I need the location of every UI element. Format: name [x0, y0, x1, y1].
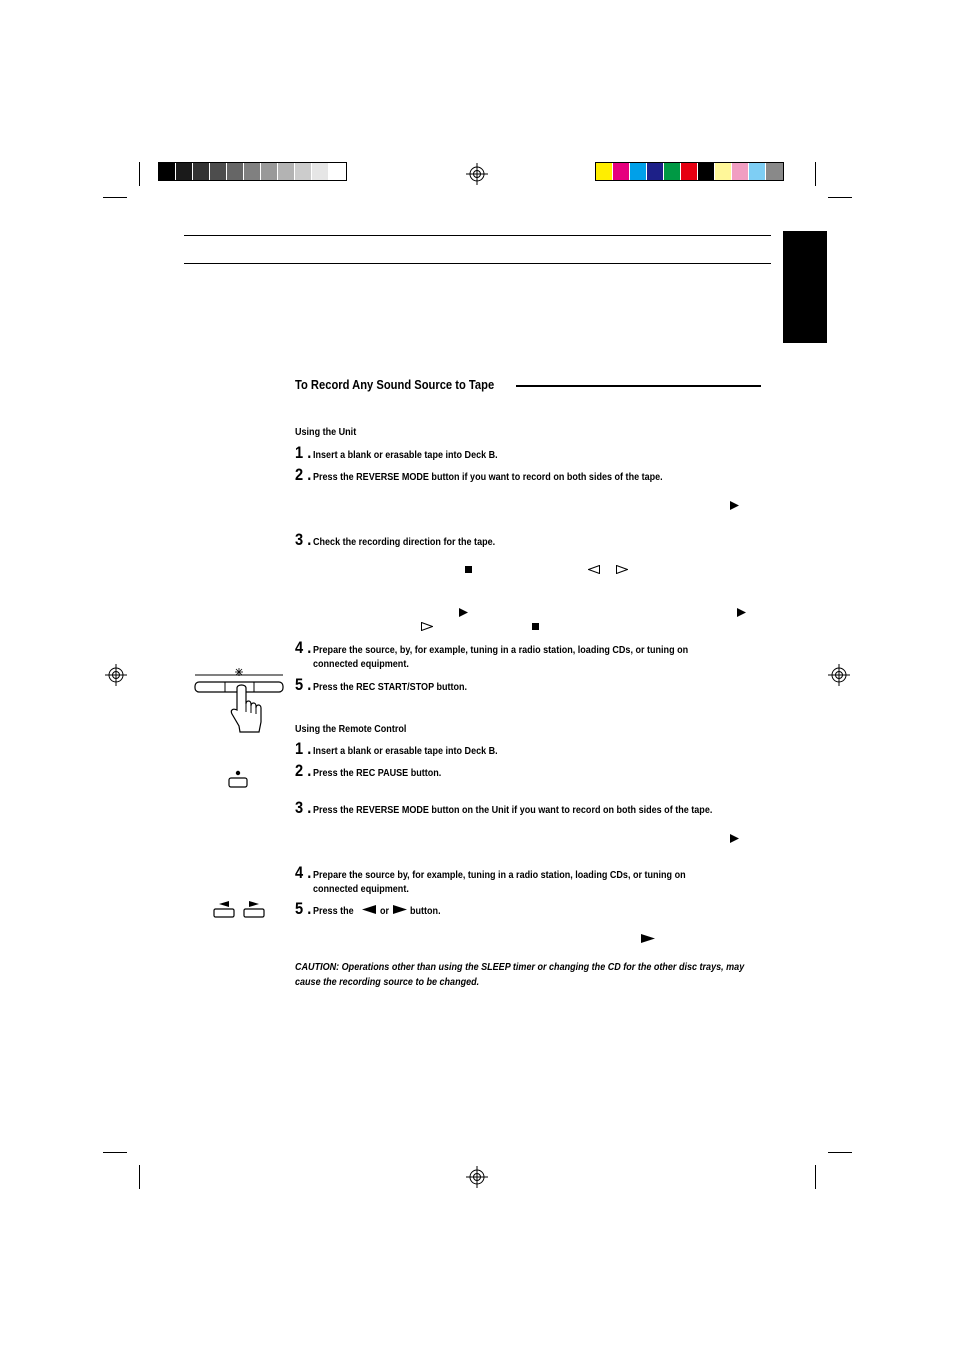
- language-tab: [783, 231, 827, 343]
- grayscale-calibration-strip: [158, 162, 347, 181]
- caution-note: CAUTION: Operations other than using the SLEEP timer or changing the CD for the other disc trays, may cause the recording source to be changed.: [295, 961, 745, 988]
- step-number: 5 .: [295, 899, 312, 918]
- color-swatch: [630, 163, 647, 180]
- crop-mark: [815, 162, 816, 186]
- registration-mark-icon: [105, 664, 127, 686]
- color-swatch: [681, 163, 698, 180]
- step-text: Check the recording direction for the tape.: [313, 536, 496, 548]
- registration-mark-icon: [466, 1166, 488, 1188]
- color-swatch: [227, 163, 244, 180]
- crop-mark: [815, 1165, 816, 1189]
- color-swatch: [193, 163, 210, 180]
- color-swatch: [210, 163, 227, 180]
- play-forward-icon: [393, 905, 407, 914]
- step-number: 1 .: [295, 443, 312, 462]
- step-number: 4 .: [295, 863, 312, 882]
- step-text: Press the REC PAUSE button.: [313, 767, 442, 779]
- crop-mark: [139, 162, 140, 186]
- color-swatch: [664, 163, 681, 180]
- step-text: Insert a blank or erasable tape into Deck B.: [313, 449, 498, 461]
- step-text-part: or: [380, 905, 390, 917]
- color-swatch: [647, 163, 664, 180]
- stop-square-icon: [532, 623, 539, 630]
- play-forward-icon: [730, 834, 739, 843]
- color-swatch: [312, 163, 329, 180]
- color-swatch: [749, 163, 766, 180]
- step-text: Prepare the source, by, for example, tuning in a radio station, loading CDs, or tuning on: [313, 644, 689, 656]
- rec-pause-button-icon: [228, 770, 248, 788]
- remote-section-title: Using the Remote Control: [295, 723, 407, 735]
- step-number: 5 .: [295, 675, 312, 694]
- play-reverse-icon: [362, 905, 376, 914]
- step-number: 2 .: [295, 465, 312, 484]
- step-number: 3 .: [295, 798, 312, 817]
- color-calibration-strip: [595, 162, 784, 181]
- forward-direction-outline-icon: [421, 622, 433, 631]
- step-number: 4 .: [295, 638, 312, 657]
- color-swatch: [295, 163, 312, 180]
- reverse-direction-outline-icon: [588, 565, 600, 574]
- registration-mark-icon: [828, 664, 850, 686]
- color-swatch: [732, 163, 749, 180]
- play-forward-icon: [737, 608, 746, 617]
- header-rule-bottom: [184, 263, 771, 264]
- color-swatch: [613, 163, 630, 180]
- color-swatch: [244, 163, 261, 180]
- rec-start-stop-button-illustration: [193, 666, 285, 734]
- step-text-part: button.: [410, 905, 441, 917]
- color-swatch: [329, 163, 346, 180]
- color-swatch: [278, 163, 295, 180]
- step-text-continued: connected equipment.: [313, 883, 409, 895]
- step-number: 2 .: [295, 761, 312, 780]
- color-swatch: [176, 163, 193, 180]
- step-text: Press the REVERSE MODE button if you want to record on both sides of the tape.: [313, 471, 663, 483]
- step-text-continued: connected equipment.: [313, 658, 409, 670]
- section-heading: To Record Any Sound Source to Tape: [295, 377, 495, 392]
- crop-mark: [139, 1165, 140, 1189]
- header-rule-top: [184, 235, 771, 236]
- heading-rule: [516, 385, 761, 387]
- step-text-part: Press the: [313, 905, 354, 917]
- color-swatch: [698, 163, 715, 180]
- forward-play-button-icon: [243, 900, 265, 918]
- step-text: Press the REVERSE MODE button on the Unit if you want to record on both sides of the tape.: [313, 804, 713, 816]
- color-swatch: [715, 163, 732, 180]
- stop-square-icon: [465, 566, 472, 573]
- crop-mark: [828, 197, 852, 198]
- step-text: Prepare the source by, for example, tuning in a radio station, loading CDs, or tuning on: [313, 869, 686, 881]
- crop-mark: [103, 197, 127, 198]
- forward-direction-outline-icon: [616, 565, 628, 574]
- registration-mark-icon: [466, 163, 488, 185]
- color-swatch: [766, 163, 783, 180]
- color-swatch: [596, 163, 613, 180]
- color-swatch: [159, 163, 176, 180]
- reverse-play-button-icon: [213, 900, 235, 918]
- color-swatch: [261, 163, 278, 180]
- step-text: Insert a blank or erasable tape into Deck B.: [313, 745, 498, 757]
- play-forward-icon: [730, 501, 739, 510]
- step-number: 1 .: [295, 739, 312, 758]
- crop-mark: [828, 1152, 852, 1153]
- play-forward-icon: [641, 934, 655, 943]
- play-forward-icon: [459, 608, 468, 617]
- step-text: Press the REC START/STOP button.: [313, 681, 468, 693]
- step-number: 3 .: [295, 530, 312, 549]
- unit-section-title: Using the Unit: [295, 426, 357, 438]
- crop-mark: [103, 1152, 127, 1153]
